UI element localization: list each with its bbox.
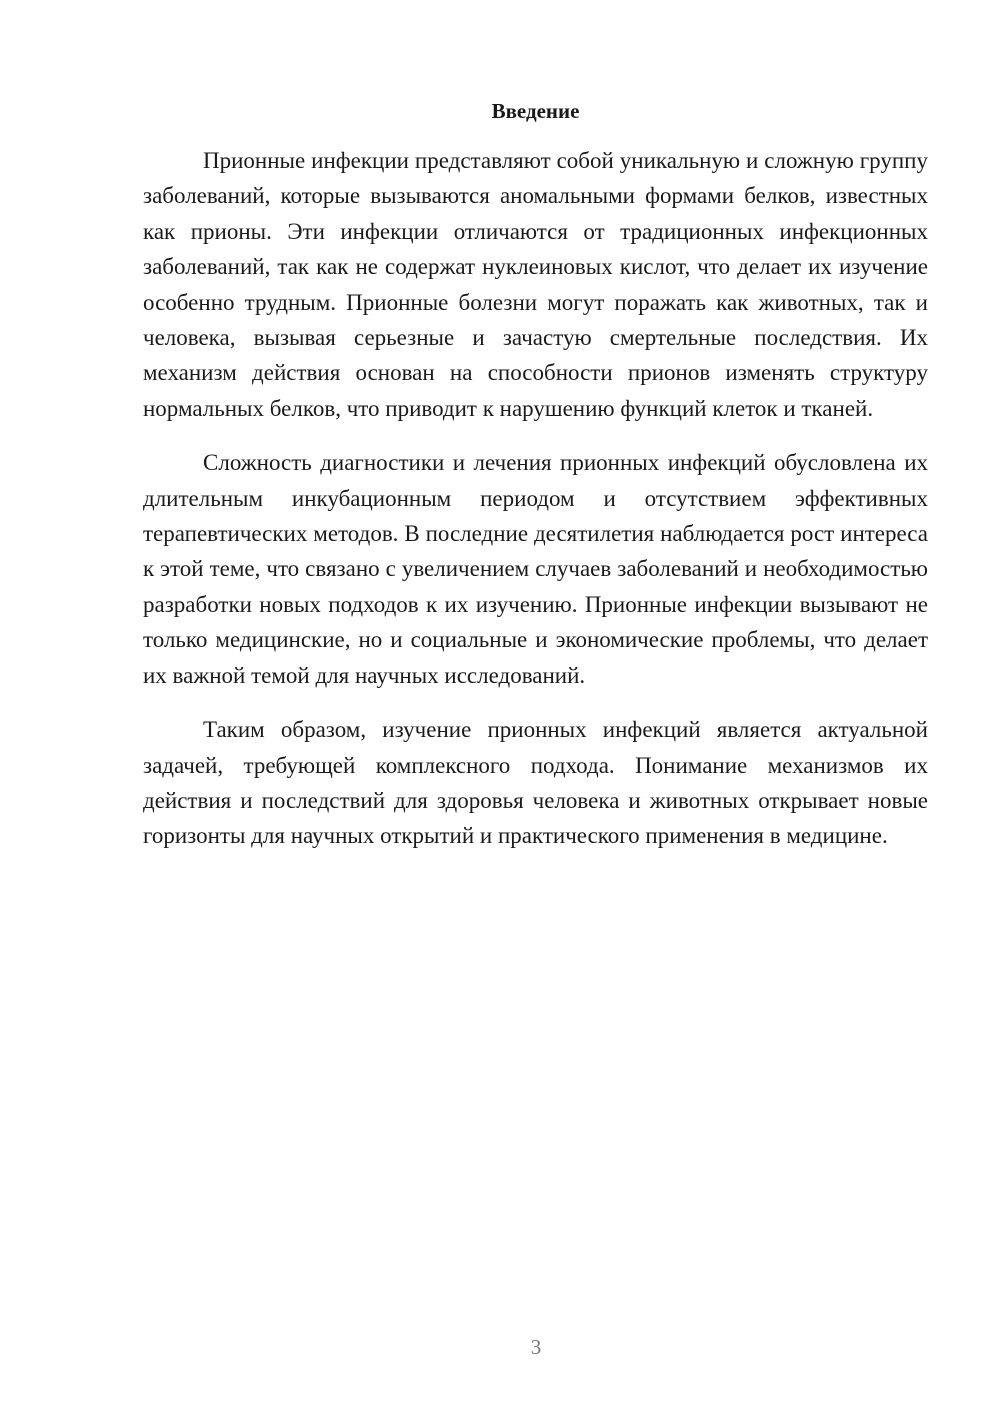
section-heading: Введение bbox=[491, 99, 580, 123]
paragraph-1: Прионные инфекции представляют собой уникальную и сложную группу заболеваний, которые вызываются аномальными формами белков, известных как прионы. Эти инфекции отличаются от традиционных инфекционных заболеваний, так как не содержат нуклеиновых кислот, что делает их изучение особенно трудным. Прионные болезни могут поражать как животных, так и человека, вызывая серьезные и зачастую смертельные последствия. Их механизм действия основан на способности прионов изменять структуру нормальных белков, что приводит к нарушению функций клеток и тканей. bbox=[143, 148, 928, 421]
paragraph-2: Сложность диагностики и лечения прионных инфекций обусловлена их длительным инкубационным периодом и отсутствием эффективных терапевтических методов. В последние десятилетия наблюдается рост интереса к этой теме, что связано с увеличением случаев заболеваний и необходимостью разработки новых подходов к их изучению. Прионные инфекции вызывают не только медицинские, но и социальные и экономические проблемы, что делает их важной темой для научных исследований. bbox=[143, 450, 928, 688]
page-number: 3 bbox=[530, 1335, 542, 1359]
paragraph-3: Таким образом, изучение прионных инфекций является актуальной задачей, требующей комплексного подхода. Понимание механизмов их действия и последствий для здоровья человека и животных открывает новые горизонты для научных открытий и практического применения в медицине. bbox=[143, 717, 928, 849]
body-text bbox=[143, 143, 928, 873]
